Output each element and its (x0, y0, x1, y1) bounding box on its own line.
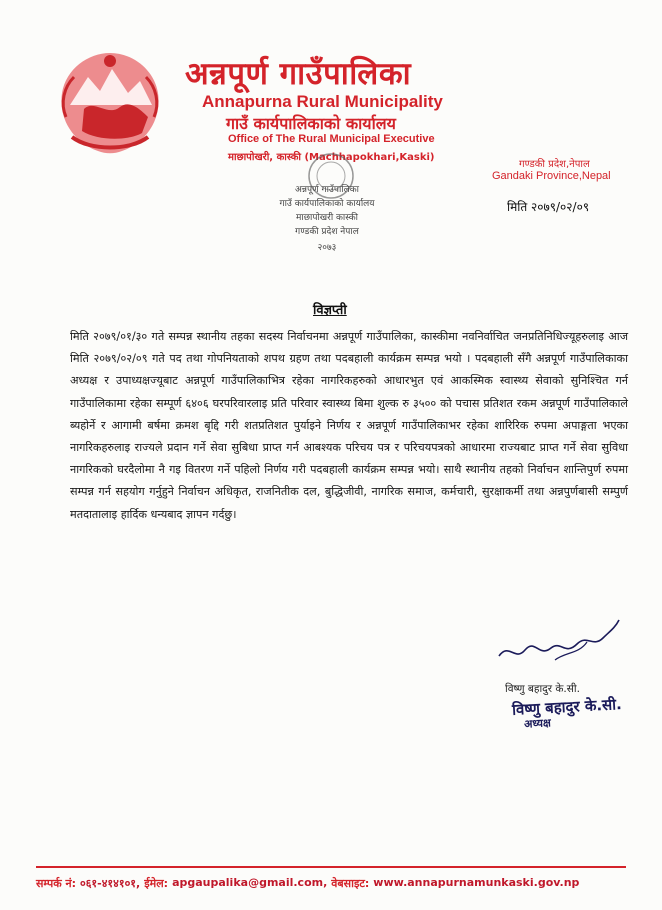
office-title-en: Office of The Rural Municipal Executive (228, 133, 435, 145)
stamp-line-1: अन्नपूर्ण गाउँपालिका (295, 185, 359, 195)
document-date: मिति २०७९/०२/०९ (507, 200, 590, 214)
contact-email[interactable]: apgaupalika@gmail.com, (172, 876, 328, 889)
notice-body: मिति २०७९/०१/३० गते सम्पन्न स्थानीय तहका सदस्य निर्वाचनमा अन्नपूर्ण गाउँपालिका, कास्कीमा नवनिर्वाचित जनप्रतिनिधिज्यूहरुलाइ आज मिति २०७९/०२/०९ गते पद तथा गोपनियताको शपथ ग्रहण तथा पदबहाली कार्यक्रम सम्पन्न भयो । पदबहाली सँगै अन्नपूर्ण गाउँपालिकाका अध्यक्ष र उपाध्यक्षज्यूबाट अन्नपूर्ण गाउँपालिकाभित्र रहेका नागरिकहरुको आधारभुत एवं आकस्मिक स्वास्थ्य सेवाको सुनिश्चित गर्न गाउँपालिकामा रहेका सम्पूर्ण ६४०६ घरपरिवारलाइ प्रति परिवार स्वास्थ्य बिमा शुल्क रु ३५०० को पचास प्रतिशत रकम अन्नपूर्ण गाउँपालिकाले ब्यहोर्ने र आगामी बर्षमा क्रमश बृद्दि गरी शतप्रतिशत पुर्याइने निर्णय र अन्नपूर्ण गाउँपालिकाभर रहेका शारिरिक रुपमा अपाङ्गता भएका नागरिकहरुलाइ राज्यले प्रदान गर्ने सेवा सुबिधा प्राप्त गर्न आबश्यक परिचय पत्र र परिचयपत्रको आधारमा राज्यबाट प्राप्त गर्ने सेवा सुविधा नागरिकको घरदैलोमा नै गइ वितरण गर्ने पहिलो निर्णय गरी पदबहाली कार्यक्रम सम्पन्न भयो। साथै स्थानीय तहको निर्वाचन शान्तिपुर्ण रुपमा सम्पन्न गर्न सहयोग गर्नुहुने निर्वाचन अधिकृत, राजनितीक दल, बुद्धिजीवी, नागरिक समाज, कर्मचारी, सुरक्षाकर्मी तथा अन्नपुर्णबासी सम्पुर्ण मतदातालाइ हार्दिक धन्यबाद ज्ञापन गर्दछु। (70, 330, 628, 521)
stamp-line-2: गाउँ कार्यपालिकाको कार्यालय (279, 199, 375, 209)
signer-name: विष्णु बहादुर के.सी. (505, 683, 580, 695)
footer-contact (36, 876, 626, 891)
province-np: गण्डकी प्रदेश,नेपाल (519, 159, 590, 170)
contact-website[interactable]: www.annapurnamunkaski.gov.np (373, 876, 580, 889)
notice-title: विज्ञप्ती (313, 303, 347, 318)
stamp-line-4: गण्डकी प्रदेश नेपाल (295, 227, 359, 237)
footer-divider (36, 866, 626, 868)
stamp-line-5: २०७३ (317, 243, 337, 253)
contact-label: सम्पर्क नं: (36, 877, 76, 890)
nepal-emblem-icon (50, 47, 170, 157)
province-en: Gandaki Province,Nepal (492, 170, 611, 182)
municipality-title-en: Annapurna Rural Municipality (202, 92, 443, 111)
municipality-title-np: अन्नपूर्ण गाउँपालिका (185, 56, 412, 92)
office-address: माछापोखरी, कास्की (Machhapokhari,Kaski) (228, 152, 435, 163)
email-label: ईमेल: (144, 877, 169, 890)
stamp-line-3: माछापोखरी कास्की (295, 213, 359, 223)
contact-phone: ०६१-४१४१०१, (79, 877, 141, 890)
signature-scribble-icon (495, 612, 625, 672)
website-label: वेबसाइट: (331, 877, 370, 890)
signature-stamp-title: अध्यक्ष (523, 716, 552, 731)
signature-stamp-name: विष्णु बहादुर के.सी. (511, 695, 623, 719)
office-title-np: गाउँ कार्यपालिकाको कार्यालय (226, 114, 396, 133)
